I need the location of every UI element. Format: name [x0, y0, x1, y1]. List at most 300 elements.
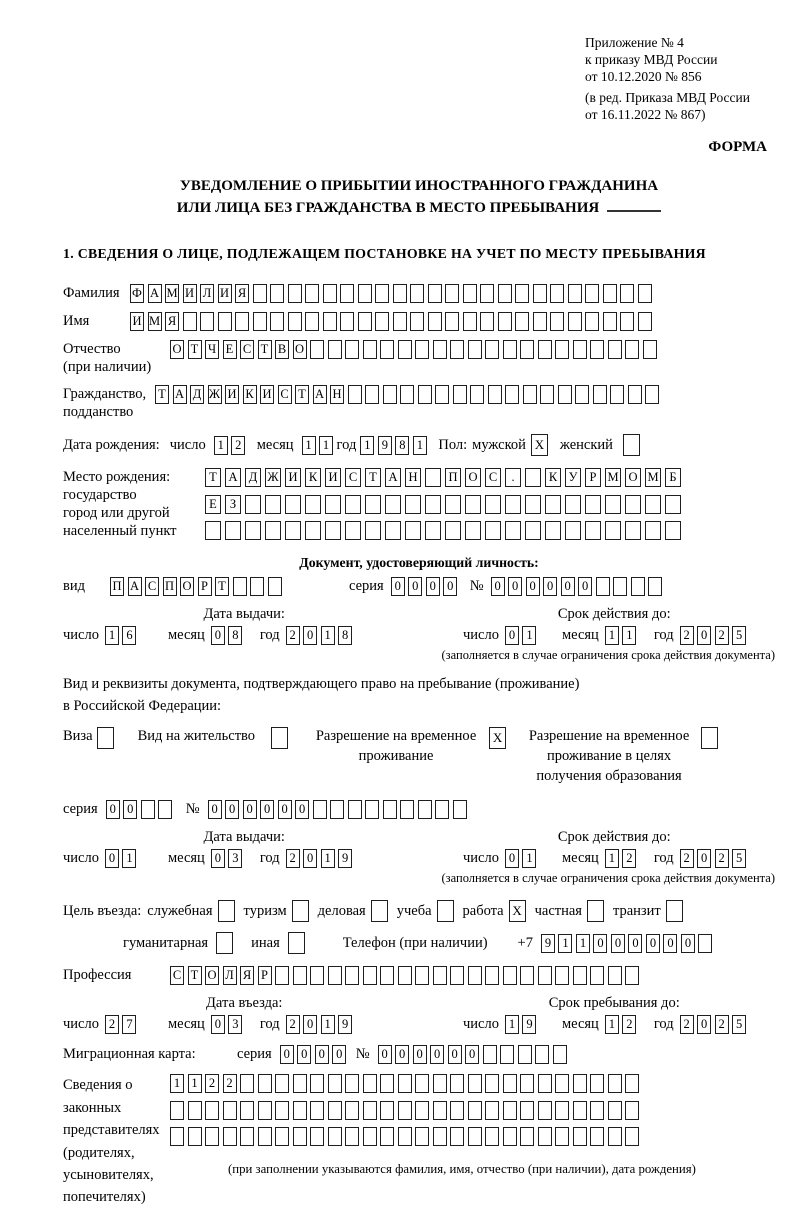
cell[interactable] — [425, 495, 441, 514]
cell[interactable] — [358, 312, 372, 331]
cell[interactable]: К — [305, 468, 321, 487]
cell[interactable] — [533, 312, 547, 331]
cell[interactable] — [698, 934, 712, 953]
res-valid-day-cells[interactable] — [505, 849, 540, 868]
cell[interactable]: 2 — [231, 436, 245, 455]
purpose-work-checkbox[interactable]: X — [509, 900, 526, 922]
cell[interactable] — [555, 1074, 569, 1093]
cell[interactable]: А — [128, 577, 142, 596]
cell[interactable] — [620, 284, 634, 303]
cell[interactable]: Ч — [205, 340, 219, 359]
cell[interactable]: 0 — [611, 934, 625, 953]
cell[interactable]: 0 — [561, 577, 575, 596]
cell[interactable]: 0 — [628, 934, 642, 953]
cell[interactable] — [603, 312, 617, 331]
cell[interactable]: 8 — [395, 436, 409, 455]
cell[interactable]: 0 — [426, 577, 440, 596]
cell[interactable] — [365, 800, 379, 819]
cell[interactable]: 0 — [295, 800, 309, 819]
cell[interactable] — [625, 966, 639, 985]
cell[interactable] — [645, 385, 659, 404]
cell[interactable]: 1 — [360, 436, 374, 455]
cell[interactable]: 0 — [505, 849, 519, 868]
cell[interactable] — [415, 966, 429, 985]
birth-place-row3-cells[interactable] — [205, 521, 685, 540]
cell[interactable] — [270, 312, 284, 331]
cell[interactable]: 0 — [465, 1045, 479, 1064]
representatives-row2-cells[interactable] — [170, 1101, 696, 1120]
cell[interactable]: О — [205, 966, 219, 985]
cell[interactable] — [433, 1101, 447, 1120]
cell[interactable] — [380, 1101, 394, 1120]
cell[interactable]: 0 — [211, 849, 225, 868]
cell[interactable] — [538, 1101, 552, 1120]
cell[interactable] — [608, 1127, 622, 1146]
cell[interactable] — [520, 966, 534, 985]
cell[interactable]: С — [278, 385, 292, 404]
cell[interactable]: 1 — [576, 934, 590, 953]
cell[interactable]: 1 — [321, 626, 335, 645]
cell[interactable]: 0 — [260, 800, 274, 819]
cell[interactable]: 0 — [391, 577, 405, 596]
cell[interactable] — [535, 1045, 549, 1064]
cell[interactable] — [328, 1101, 342, 1120]
cell[interactable] — [285, 495, 301, 514]
cell[interactable] — [383, 385, 397, 404]
entry-day-cells[interactable] — [105, 1015, 140, 1034]
cell[interactable]: Т — [205, 468, 221, 487]
cell[interactable] — [288, 284, 302, 303]
cell[interactable]: 0 — [378, 1045, 392, 1064]
cell[interactable] — [545, 521, 561, 540]
cell[interactable] — [380, 1074, 394, 1093]
cell[interactable]: 0 — [593, 934, 607, 953]
cell[interactable] — [450, 1127, 464, 1146]
cell[interactable] — [515, 312, 529, 331]
cell[interactable]: З — [225, 495, 241, 514]
cell[interactable]: 1 — [321, 849, 335, 868]
cell[interactable] — [445, 284, 459, 303]
cell[interactable] — [235, 312, 249, 331]
cell[interactable] — [503, 1127, 517, 1146]
cell[interactable]: Л — [223, 966, 237, 985]
cell[interactable] — [485, 1127, 499, 1146]
cell[interactable] — [205, 521, 221, 540]
cell[interactable]: А — [385, 468, 401, 487]
cell[interactable] — [435, 800, 449, 819]
cell[interactable] — [503, 340, 517, 359]
cell[interactable]: О — [170, 340, 184, 359]
cell[interactable]: 5 — [732, 1015, 746, 1034]
cell[interactable] — [345, 1127, 359, 1146]
cell[interactable]: . — [505, 468, 521, 487]
valid-day-cells[interactable] — [505, 626, 540, 645]
cell[interactable] — [553, 1045, 567, 1064]
cell[interactable] — [233, 577, 247, 596]
cell[interactable] — [558, 385, 572, 404]
cell[interactable] — [450, 1074, 464, 1093]
cell[interactable] — [398, 1127, 412, 1146]
cell[interactable] — [565, 521, 581, 540]
cell[interactable] — [428, 312, 442, 331]
cell[interactable] — [665, 495, 681, 514]
cell[interactable] — [305, 312, 319, 331]
cell[interactable]: 1 — [321, 1015, 335, 1034]
purpose-study-checkbox[interactable] — [437, 900, 454, 922]
cell[interactable]: Т — [188, 340, 202, 359]
option-temp-residence-education-checkbox[interactable] — [701, 727, 718, 749]
cell[interactable] — [245, 521, 261, 540]
cell[interactable] — [365, 495, 381, 514]
cell[interactable] — [433, 966, 447, 985]
cell[interactable] — [410, 284, 424, 303]
cell[interactable]: 1 — [605, 849, 619, 868]
cell[interactable]: И — [130, 312, 144, 331]
cell[interactable]: 2 — [715, 849, 729, 868]
cell[interactable]: 2 — [205, 1074, 219, 1093]
cell[interactable] — [325, 495, 341, 514]
cell[interactable] — [590, 1127, 604, 1146]
cell[interactable] — [380, 1127, 394, 1146]
cell[interactable] — [648, 577, 662, 596]
cell[interactable]: 1 — [522, 849, 536, 868]
cell[interactable] — [205, 1101, 219, 1120]
cell[interactable] — [240, 1101, 254, 1120]
res-valid-year-cells[interactable] — [680, 849, 750, 868]
cell[interactable]: 1 — [105, 626, 119, 645]
cell[interactable]: 0 — [430, 1045, 444, 1064]
cell[interactable]: 8 — [228, 626, 242, 645]
cell[interactable] — [645, 521, 661, 540]
cell[interactable] — [575, 385, 589, 404]
cell[interactable] — [293, 966, 307, 985]
cell[interactable] — [393, 284, 407, 303]
cell[interactable] — [380, 966, 394, 985]
cell[interactable] — [223, 1127, 237, 1146]
profession-cells[interactable] — [170, 966, 643, 985]
purpose-business-checkbox[interactable] — [371, 900, 388, 922]
cell[interactable]: 1 — [302, 436, 316, 455]
cell[interactable] — [330, 800, 344, 819]
option-temp-residence-checkbox[interactable]: X — [489, 727, 506, 749]
cell[interactable]: С — [145, 577, 159, 596]
cell[interactable] — [265, 495, 281, 514]
cell[interactable] — [415, 1101, 429, 1120]
cell[interactable] — [265, 521, 281, 540]
stay-year-cells[interactable] — [680, 1015, 750, 1034]
cell[interactable]: Ф — [130, 284, 144, 303]
cell[interactable] — [555, 340, 569, 359]
cell[interactable] — [450, 966, 464, 985]
cell[interactable] — [410, 312, 424, 331]
cell[interactable] — [365, 385, 379, 404]
cell[interactable] — [525, 521, 541, 540]
cell[interactable] — [400, 800, 414, 819]
cell[interactable]: Н — [405, 468, 421, 487]
cell[interactable] — [268, 577, 282, 596]
cell[interactable] — [365, 521, 381, 540]
cell[interactable] — [565, 495, 581, 514]
cell[interactable] — [205, 1127, 219, 1146]
cell[interactable]: Е — [205, 495, 221, 514]
cell[interactable] — [631, 577, 645, 596]
cell[interactable] — [465, 521, 481, 540]
cell[interactable]: И — [225, 385, 239, 404]
cell[interactable]: 0 — [681, 934, 695, 953]
cell[interactable]: П — [445, 468, 461, 487]
cell[interactable]: 1 — [605, 1015, 619, 1034]
cell[interactable]: О — [180, 577, 194, 596]
cell[interactable]: И — [260, 385, 274, 404]
birth-year-cells[interactable] — [360, 436, 430, 455]
cell[interactable] — [340, 312, 354, 331]
cell[interactable] — [468, 1101, 482, 1120]
cell[interactable] — [485, 495, 501, 514]
cell[interactable]: 1 — [214, 436, 228, 455]
cell[interactable] — [305, 284, 319, 303]
cell[interactable]: 2 — [680, 849, 694, 868]
purpose-transit-checkbox[interactable] — [666, 900, 683, 922]
issue-month-cells[interactable] — [211, 626, 246, 645]
cell[interactable] — [638, 284, 652, 303]
cell[interactable]: 0 — [105, 849, 119, 868]
cell[interactable] — [483, 1045, 497, 1064]
cell[interactable] — [375, 284, 389, 303]
cell[interactable] — [450, 1101, 464, 1120]
cell[interactable] — [398, 1101, 412, 1120]
cell[interactable]: К — [545, 468, 561, 487]
cell[interactable] — [573, 1074, 587, 1093]
cell[interactable] — [550, 284, 564, 303]
cell[interactable] — [275, 966, 289, 985]
res-issue-year-cells[interactable] — [286, 849, 356, 868]
cell[interactable] — [555, 1127, 569, 1146]
cell[interactable] — [520, 340, 534, 359]
cell[interactable] — [573, 966, 587, 985]
cell[interactable]: Т — [258, 340, 272, 359]
cell[interactable] — [540, 385, 554, 404]
sex-male-checkbox[interactable]: X — [531, 434, 548, 456]
cell[interactable] — [293, 1101, 307, 1120]
cell[interactable] — [363, 340, 377, 359]
valid-year-cells[interactable] — [680, 626, 750, 645]
cell[interactable] — [453, 385, 467, 404]
doc-kind-cells[interactable] — [110, 577, 285, 596]
cell[interactable] — [310, 1127, 324, 1146]
cell[interactable] — [345, 495, 361, 514]
patronymic-cells[interactable] — [170, 340, 660, 359]
cell[interactable] — [480, 312, 494, 331]
cell[interactable]: 0 — [443, 577, 457, 596]
cell[interactable] — [328, 340, 342, 359]
cell[interactable] — [523, 385, 537, 404]
cell[interactable]: И — [285, 468, 301, 487]
cell[interactable] — [393, 312, 407, 331]
cell[interactable] — [585, 312, 599, 331]
cell[interactable]: Т — [295, 385, 309, 404]
cell[interactable]: 5 — [732, 849, 746, 868]
cell[interactable]: А — [225, 468, 241, 487]
cell[interactable] — [240, 1074, 254, 1093]
name-cells[interactable] — [130, 312, 655, 331]
cell[interactable]: 0 — [303, 1015, 317, 1034]
cell[interactable] — [305, 521, 321, 540]
cell[interactable]: 1 — [622, 626, 636, 645]
cell[interactable]: Я — [235, 284, 249, 303]
cell[interactable] — [380, 340, 394, 359]
cell[interactable] — [628, 385, 642, 404]
cell[interactable]: Я — [165, 312, 179, 331]
valid-month-cells[interactable] — [605, 626, 640, 645]
cell[interactable] — [638, 312, 652, 331]
cell[interactable]: 9 — [522, 1015, 536, 1034]
cell[interactable]: Ж — [208, 385, 222, 404]
cell[interactable] — [665, 521, 681, 540]
cell[interactable] — [550, 312, 564, 331]
cell[interactable]: 2 — [286, 626, 300, 645]
cell[interactable] — [465, 495, 481, 514]
cell[interactable] — [253, 284, 267, 303]
cell[interactable]: 9 — [541, 934, 555, 953]
cell[interactable] — [625, 1074, 639, 1093]
residence-number-cells[interactable] — [208, 800, 471, 819]
cell[interactable] — [285, 521, 301, 540]
cell[interactable] — [445, 521, 461, 540]
cell[interactable]: О — [465, 468, 481, 487]
cell[interactable] — [385, 495, 401, 514]
cell[interactable]: В — [275, 340, 289, 359]
cell[interactable] — [485, 340, 499, 359]
cell[interactable] — [363, 966, 377, 985]
cell[interactable] — [348, 800, 362, 819]
cell[interactable] — [485, 966, 499, 985]
cell[interactable] — [418, 800, 432, 819]
stay-day-cells[interactable] — [505, 1015, 540, 1034]
cell[interactable]: 1 — [522, 626, 536, 645]
cell[interactable] — [568, 284, 582, 303]
cell[interactable] — [585, 495, 601, 514]
cell[interactable]: 0 — [303, 626, 317, 645]
cell[interactable]: О — [625, 468, 641, 487]
cell[interactable]: 1 — [319, 436, 333, 455]
phone-cells[interactable] — [541, 934, 716, 953]
cell[interactable]: 0 — [332, 1045, 346, 1064]
cell[interactable] — [485, 521, 501, 540]
cell[interactable]: 6 — [122, 626, 136, 645]
cell[interactable] — [363, 1101, 377, 1120]
res-valid-month-cells[interactable] — [605, 849, 640, 868]
cell[interactable] — [488, 385, 502, 404]
cell[interactable]: 7 — [122, 1015, 136, 1034]
cell[interactable]: 2 — [715, 626, 729, 645]
cell[interactable] — [610, 385, 624, 404]
cell[interactable]: 1 — [558, 934, 572, 953]
cell[interactable] — [485, 1101, 499, 1120]
cell[interactable] — [596, 577, 610, 596]
cell[interactable]: 2 — [286, 849, 300, 868]
cell[interactable] — [645, 495, 661, 514]
cell[interactable]: А — [148, 284, 162, 303]
cell[interactable] — [505, 495, 521, 514]
res-issue-month-cells[interactable] — [211, 849, 246, 868]
cell[interactable] — [310, 340, 324, 359]
cell[interactable] — [463, 284, 477, 303]
cell[interactable] — [398, 966, 412, 985]
cell[interactable] — [398, 1074, 412, 1093]
cell[interactable] — [555, 966, 569, 985]
cell[interactable] — [345, 1074, 359, 1093]
cell[interactable]: С — [170, 966, 184, 985]
cell[interactable]: 2 — [715, 1015, 729, 1034]
cell[interactable]: Е — [223, 340, 237, 359]
cell[interactable] — [305, 495, 321, 514]
cell[interactable] — [643, 340, 657, 359]
cell[interactable] — [328, 1127, 342, 1146]
cell[interactable]: 1 — [413, 436, 427, 455]
cell[interactable]: 0 — [395, 1045, 409, 1064]
cell[interactable] — [358, 284, 372, 303]
cell[interactable]: И — [183, 284, 197, 303]
cell[interactable]: У — [565, 468, 581, 487]
issue-year-cells[interactable] — [286, 626, 356, 645]
purpose-official-checkbox[interactable] — [218, 900, 235, 922]
cell[interactable]: 2 — [105, 1015, 119, 1034]
cell[interactable] — [433, 1127, 447, 1146]
cell[interactable]: М — [605, 468, 621, 487]
cell[interactable]: Р — [585, 468, 601, 487]
cell[interactable]: 0 — [526, 577, 540, 596]
cell[interactable]: 5 — [732, 626, 746, 645]
purpose-other-checkbox[interactable] — [288, 932, 305, 954]
cell[interactable] — [605, 521, 621, 540]
cell[interactable] — [625, 340, 639, 359]
cell[interactable]: 1 — [188, 1074, 202, 1093]
cell[interactable]: С — [485, 468, 501, 487]
cell[interactable] — [433, 1074, 447, 1093]
cell[interactable]: Р — [258, 966, 272, 985]
cell[interactable]: 0 — [505, 626, 519, 645]
cell[interactable] — [363, 1074, 377, 1093]
cell[interactable] — [518, 1045, 532, 1064]
cell[interactable] — [328, 966, 342, 985]
cell[interactable]: Р — [198, 577, 212, 596]
cell[interactable]: Ж — [265, 468, 281, 487]
cell[interactable] — [453, 800, 467, 819]
sex-female-checkbox[interactable] — [623, 434, 640, 456]
cell[interactable]: 0 — [697, 1015, 711, 1034]
cell[interactable]: 0 — [448, 1045, 462, 1064]
cell[interactable]: 0 — [697, 849, 711, 868]
cell[interactable] — [258, 1101, 272, 1120]
cell[interactable] — [545, 495, 561, 514]
cell[interactable] — [398, 340, 412, 359]
cell[interactable]: 2 — [622, 849, 636, 868]
cell[interactable] — [345, 521, 361, 540]
cell[interactable]: П — [163, 577, 177, 596]
cell[interactable] — [428, 284, 442, 303]
doc-number-cells[interactable] — [491, 577, 666, 596]
cell[interactable] — [525, 495, 541, 514]
cell[interactable]: 0 — [663, 934, 677, 953]
cell[interactable] — [613, 577, 627, 596]
cell[interactable] — [503, 1074, 517, 1093]
cell[interactable]: 1 — [505, 1015, 519, 1034]
cell[interactable]: М — [148, 312, 162, 331]
cell[interactable]: 3 — [228, 1015, 242, 1034]
cell[interactable] — [525, 468, 541, 487]
cell[interactable]: А — [313, 385, 327, 404]
birth-place-row1-cells[interactable] — [205, 468, 685, 487]
